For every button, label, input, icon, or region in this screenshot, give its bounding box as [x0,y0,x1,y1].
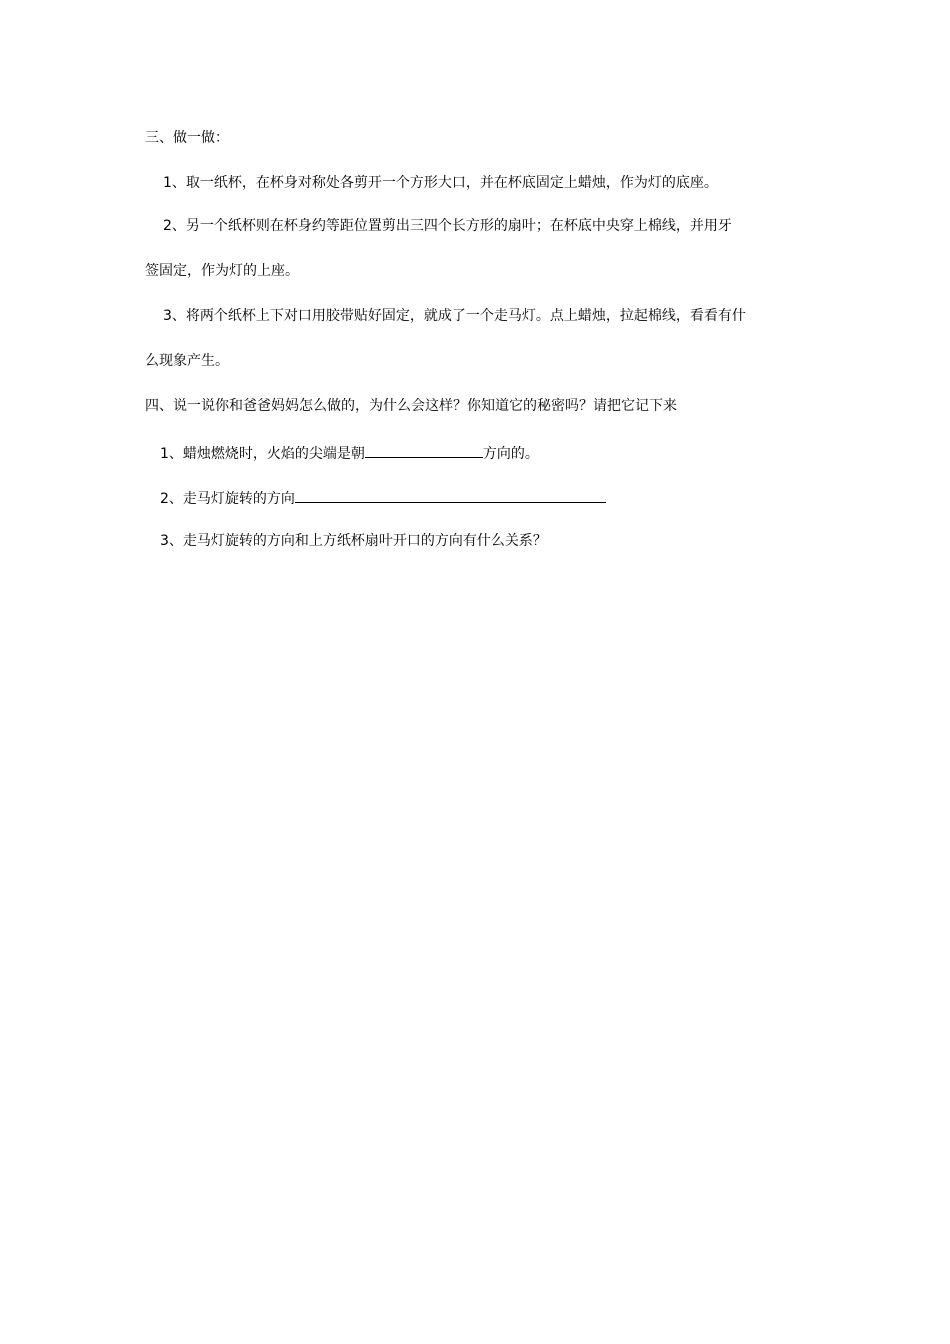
question-1-answer-blank[interactable] [365,441,483,458]
question-2-answer-blank[interactable] [295,486,606,503]
step-3-text-line-2: 么现象产生。 [145,353,229,369]
question-1 [160,441,539,464]
section-3-heading: 三、做一做： [145,130,229,146]
question-1-suffix: 方向的。 [482,446,539,462]
step-1-text: 1、取一纸杯，在杯身对称处各剪开一个方形大口，并在杯底固定上蜡烛，作为灯的底座。 [163,175,718,191]
step-2-text-line-2: 签固定，作为灯的上座。 [145,263,299,279]
question-2-prefix: 2、走马灯旋转的方向 [160,491,295,507]
step-3-text-line-1: 3、将两个纸杯上下对口用胶带贴好固定，就成了一个走马灯。点上蜡烛，拉起棉线，看看有什 [163,308,746,324]
question-1-prefix: 1、蜡烛燃烧时，火焰的尖端是朝 [160,446,365,462]
step-2-text-line-1: 2、另一个纸杯则在杯身约等距位置剪出三四个长方形的扇叶；在杯底中央穿上棉线，并用牙 [163,218,732,234]
question-2 [160,486,606,509]
question-3: 3、走马灯旋转的方向和上方纸杯扇叶开口的方向有什么关系？ [160,533,547,549]
section-4-heading: 四、说一说你和爸爸妈妈怎么做的，为什么会这样？你知道它的秘密吗？请把它记下来 [145,398,677,414]
